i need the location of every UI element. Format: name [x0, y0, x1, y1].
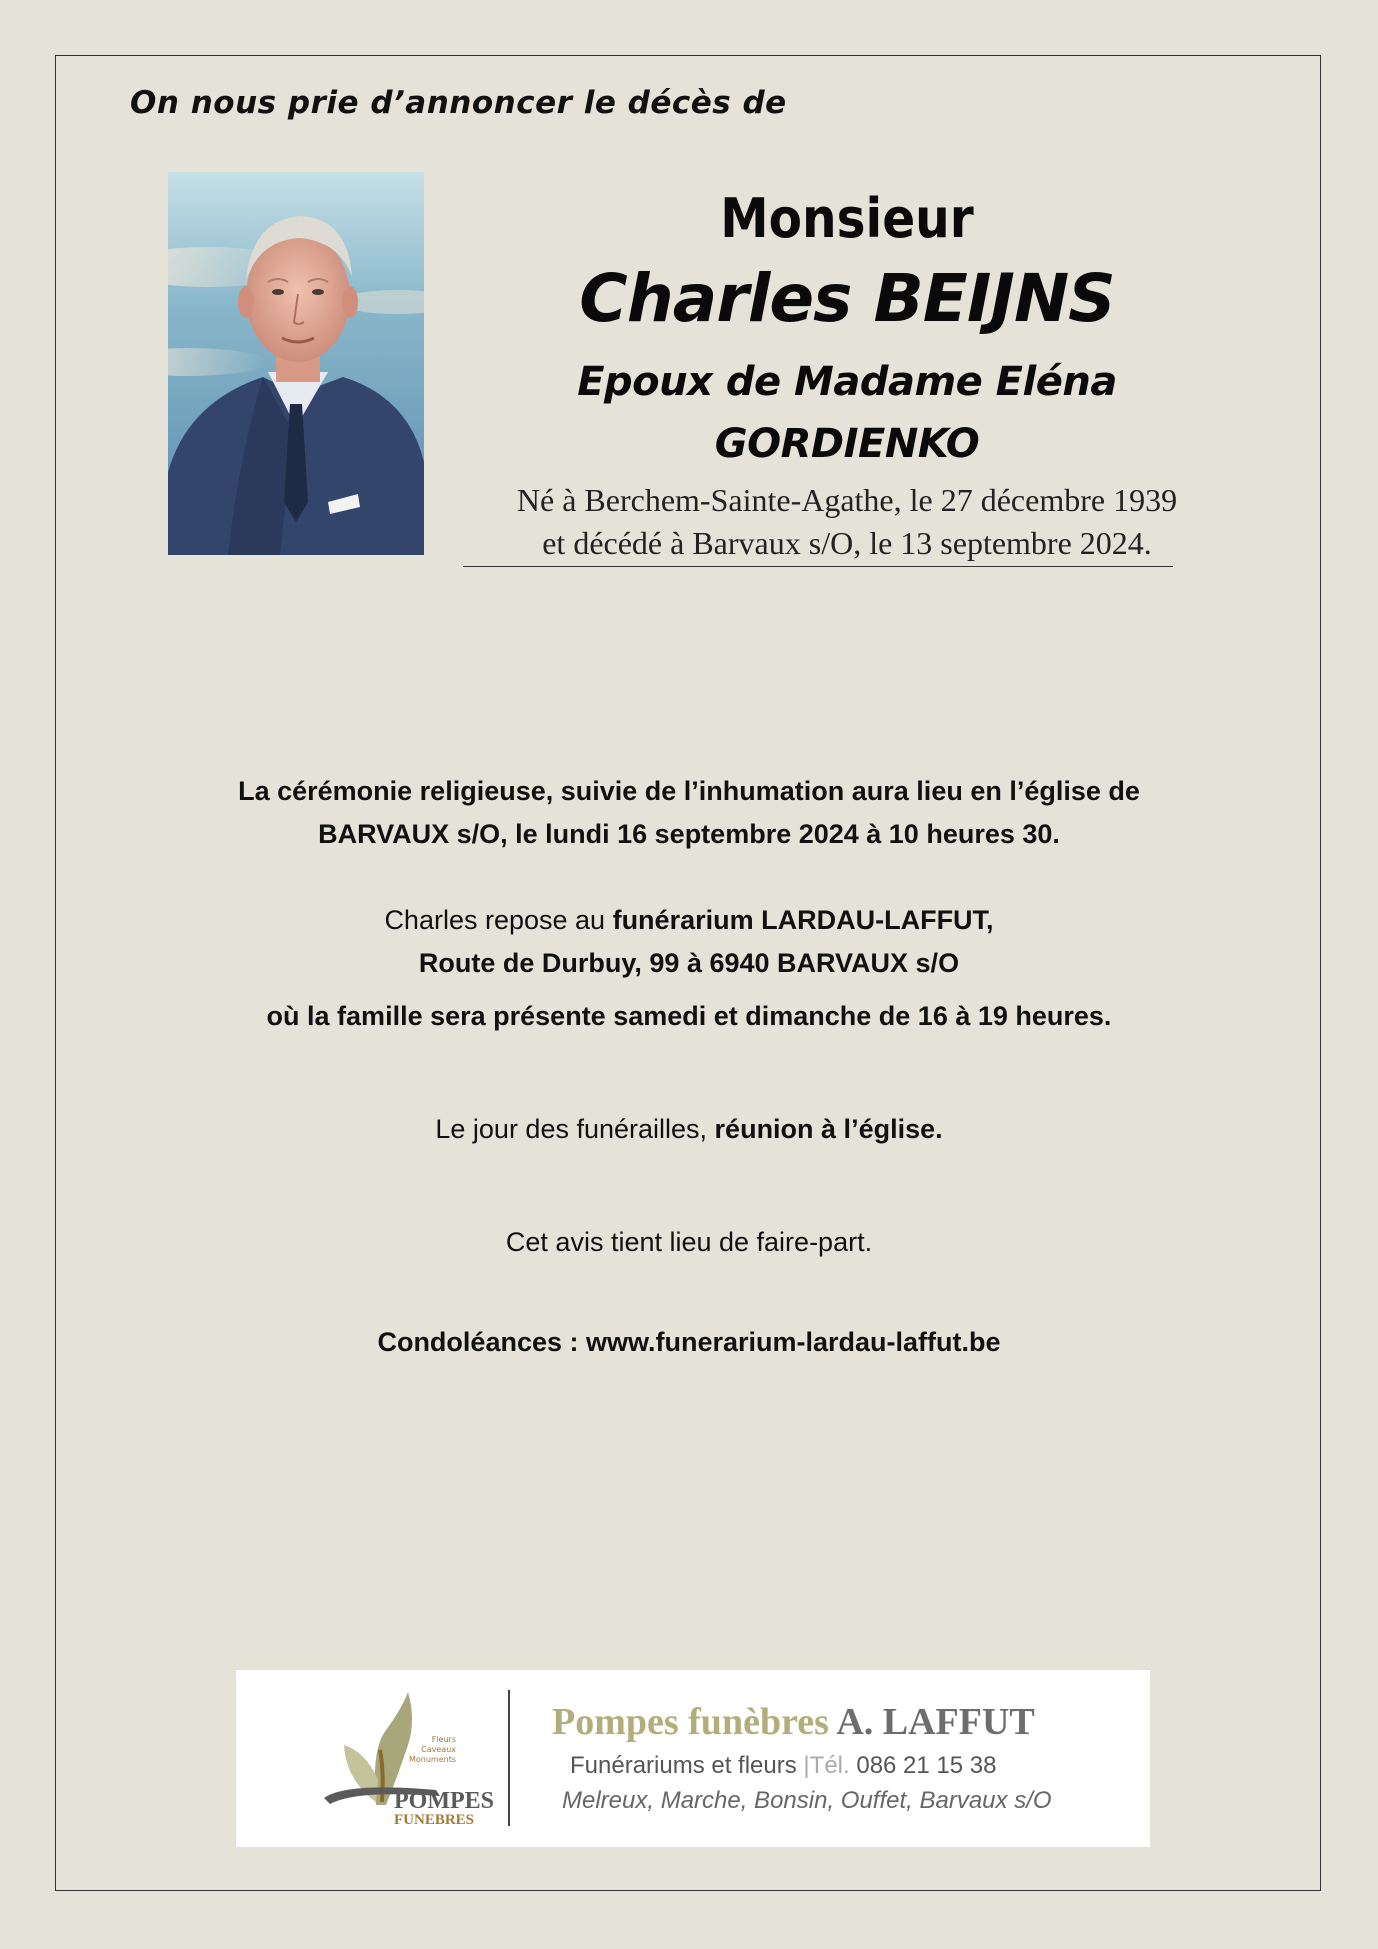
pompes-funebres-emblem: [316, 1690, 496, 1830]
emblem-word-1: POMPES: [394, 1788, 494, 1814]
logo-title: [552, 1700, 1035, 1744]
deceased-header: [460, 185, 1234, 565]
spouse-line: Epoux de Madame Eléna GORDIENKO: [577, 359, 1117, 467]
repose-place: funérarium LARDAU-LAFFUT,: [612, 905, 994, 935]
funeral-home-logo: [236, 1670, 1150, 1847]
logo-subtitle-text: Funérariums et fleurs: [570, 1752, 797, 1779]
deceased-name: Charles BEIJNS: [579, 260, 1115, 337]
emblem-word-2: FUNEBRES: [394, 1812, 475, 1828]
family-presence: où la famille sera présente samedi et dimanche de 16 à 19 heures.: [266, 1001, 1112, 1031]
emblem-line-1: Fleurs: [431, 1735, 456, 1744]
notice-line: Cet avis tient lieu de faire-part.: [505, 1227, 873, 1257]
logo-title-light: Pompes funèbres: [552, 1701, 837, 1743]
repose-address: Route de Durbuy, 99 à 6940 BARVAUX s/O: [418, 948, 960, 978]
meeting-prefix: Le jour des funérailles,: [435, 1114, 715, 1144]
phone-number: 086 21 15 38: [856, 1752, 997, 1779]
repose-prefix: Charles repose au: [384, 905, 613, 935]
logo-subtitle: [570, 1752, 996, 1780]
header-divider: [463, 566, 1173, 567]
intro-text: On nous prie d’annoncer le décès de: [130, 85, 787, 121]
ceremony-line-1: La cérémonie religieuse, suivie de l’inhumation aura lieu en l’église de: [238, 776, 1140, 806]
portrait-photo: [168, 172, 424, 555]
ceremony-block: [100, 770, 1278, 856]
death-line: et décédé à Barvaux s/O, le 13 septembre 2024.: [542, 525, 1152, 561]
honorific-title: Monsieur: [720, 187, 974, 250]
logo-locations: Melreux, Marche, Bonsin, Ouffet, Barvaux s/O: [562, 1787, 1052, 1814]
logo-divider: [508, 1690, 510, 1826]
meeting-place: réunion à l’église.: [714, 1114, 943, 1144]
meeting-line: [100, 1108, 1278, 1151]
logo-title-dark: A. LAFFUT: [836, 1701, 1035, 1743]
emblem-line-2: Caveaux: [421, 1745, 456, 1754]
emblem-line-3: Monuments: [408, 1755, 456, 1764]
condolences-line: Condoléances : www.funerarium-lardau-laffut.be: [377, 1327, 1001, 1357]
phone-label: |Tél.: [803, 1752, 850, 1779]
repose-block: [100, 899, 1278, 985]
ceremony-line-2: BARVAUX s/O, le lundi 16 septembre 2024 à 10 heures 30.: [318, 819, 1060, 849]
birth-line: Né à Berchem-Sainte-Agathe, le 27 décembre 1939: [516, 482, 1178, 518]
